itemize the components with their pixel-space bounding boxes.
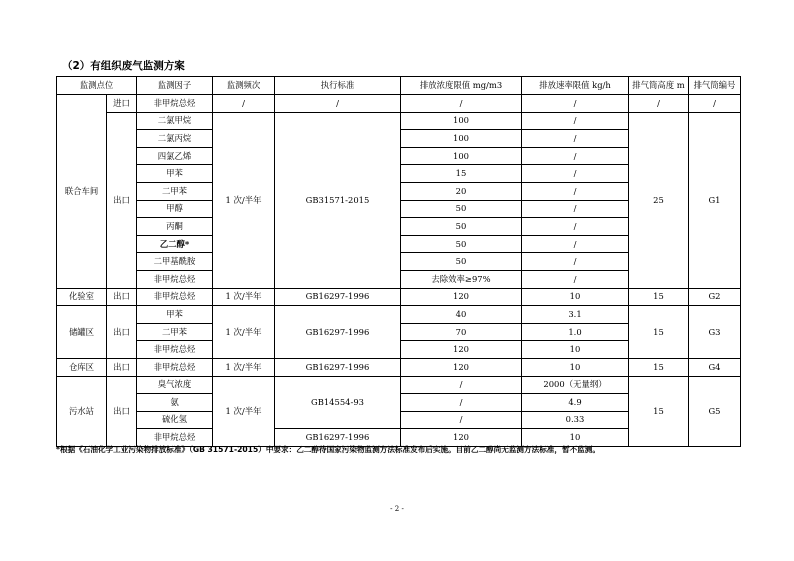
factor-cell: 甲苯 (137, 306, 213, 324)
concentration-cell: 70 (401, 323, 522, 341)
frequency-cell: / (213, 95, 275, 113)
header-code: 排气筒编号 (689, 77, 741, 95)
code-cell: G2 (689, 288, 741, 306)
standard-cell: GB16297-1996 (275, 306, 401, 359)
rate-cell: 10 (522, 288, 629, 306)
factor-cell: 非甲烷总烃 (137, 95, 213, 113)
factor-cell: 乙二醇* (137, 235, 213, 253)
concentration-cell: 50 (401, 218, 522, 236)
rate-cell: 10 (522, 358, 629, 376)
factor-cell: 非甲烷总烃 (137, 270, 213, 288)
port-cell: 出口 (107, 358, 137, 376)
height-cell: 15 (629, 376, 689, 446)
concentration-cell: 100 (401, 112, 522, 130)
table-row (57, 306, 741, 324)
standard-cell: GB16297-1996 (275, 429, 401, 447)
height-cell: 25 (629, 112, 689, 288)
standard-cell: GB16297-1996 (275, 288, 401, 306)
location-cell: 仓库区 (57, 358, 107, 376)
concentration-cell: / (401, 394, 522, 412)
header-rate: 排放速率限值 kg/h (522, 77, 629, 95)
factor-cell: 四氯乙烯 (137, 147, 213, 165)
rate-cell: 0.33 (522, 411, 629, 429)
frequency-cell: 1 次/半年 (213, 112, 275, 288)
standard-cell: GB14554-93 (275, 376, 401, 429)
port-cell: 出口 (107, 376, 137, 446)
code-cell: G4 (689, 358, 741, 376)
concentration-cell: 120 (401, 288, 522, 306)
rate-cell: / (522, 130, 629, 148)
port-cell: 进口 (107, 95, 137, 113)
header-concentration: 排放浓度限值 mg/m3 (401, 77, 522, 95)
concentration-cell: 50 (401, 200, 522, 218)
code-cell: G3 (689, 306, 741, 359)
concentration-cell: 100 (401, 147, 522, 165)
factor-cell: 二甲基酰胺 (137, 253, 213, 271)
rate-cell: / (522, 182, 629, 200)
concentration-cell: / (401, 411, 522, 429)
concentration-cell: / (401, 95, 522, 113)
concentration-cell: / (401, 376, 522, 394)
table-row (57, 95, 741, 113)
concentration-cell: 100 (401, 130, 522, 148)
rate-cell: 10 (522, 341, 629, 359)
concentration-cell: 50 (401, 235, 522, 253)
factor-cell: 臭气浓度 (137, 376, 213, 394)
rate-cell: / (522, 112, 629, 130)
monitoring-table (56, 76, 741, 447)
height-cell: 15 (629, 358, 689, 376)
header-standard: 执行标准 (275, 77, 401, 95)
header-frequency: 监测频次 (213, 77, 275, 95)
location-cell: 污水站 (57, 376, 107, 446)
factor-cell: 丙酮 (137, 218, 213, 236)
concentration-cell: 120 (401, 341, 522, 359)
factor-cell: 非甲烷总烃 (137, 429, 213, 447)
port-cell: 出口 (107, 288, 137, 306)
frequency-cell: 1 次/半年 (213, 306, 275, 359)
concentration-cell: 50 (401, 253, 522, 271)
header-height: 排气筒高度 m (629, 77, 689, 95)
rate-cell: 2000（无量纲） (522, 376, 629, 394)
rate-cell: / (522, 235, 629, 253)
location-cell: 储罐区 (57, 306, 107, 359)
rate-cell: / (522, 95, 629, 113)
table-row (57, 376, 741, 394)
rate-cell: / (522, 165, 629, 183)
table-row (57, 358, 741, 376)
concentration-cell: 120 (401, 358, 522, 376)
factor-cell: 二氯甲烷 (137, 112, 213, 130)
frequency-cell: 1 次/半年 (213, 358, 275, 376)
height-cell: 15 (629, 306, 689, 359)
table-header-row (57, 77, 741, 95)
factor-cell: 甲苯 (137, 165, 213, 183)
location-cell: 化验室 (57, 288, 107, 306)
rate-cell: 4.9 (522, 394, 629, 412)
factor-cell: 非甲烷总烃 (137, 288, 213, 306)
header-factor: 监测因子 (137, 77, 213, 95)
factor-cell: 硫化氢 (137, 411, 213, 429)
port-cell: 出口 (107, 306, 137, 359)
factor-cell: 非甲烷总烃 (137, 358, 213, 376)
factor-cell: 二甲苯 (137, 323, 213, 341)
factor-cell: 非甲烷总烃 (137, 341, 213, 359)
rate-cell: / (522, 270, 629, 288)
rate-cell: 1.0 (522, 323, 629, 341)
factor-cell: 二甲苯 (137, 182, 213, 200)
rate-cell: / (522, 147, 629, 165)
rate-cell: 10 (522, 429, 629, 447)
rate-cell: / (522, 253, 629, 271)
concentration-cell: 去除效率≥97% (401, 270, 522, 288)
concentration-cell: 20 (401, 182, 522, 200)
header-location: 监测点位 (57, 77, 137, 95)
factor-cell: 二氯丙烷 (137, 130, 213, 148)
page-number: - 2 - (390, 505, 404, 513)
section-title: （2）有组织废气监测方案 (62, 60, 185, 72)
factor-cell: 甲醇 (137, 200, 213, 218)
standard-cell: GB16297-1996 (275, 358, 401, 376)
height-cell: / (629, 95, 689, 113)
location-cell: 联合车间 (57, 95, 107, 289)
standard-cell: GB31571-2015 (275, 112, 401, 288)
code-cell: G5 (689, 376, 741, 446)
table-row (57, 288, 741, 306)
rate-cell: 3.1 (522, 306, 629, 324)
rate-cell: / (522, 200, 629, 218)
table-row (57, 112, 741, 130)
rate-cell: / (522, 218, 629, 236)
code-cell: / (689, 95, 741, 113)
factor-cell: 氨 (137, 394, 213, 412)
port-cell: 出口 (107, 112, 137, 288)
concentration-cell: 40 (401, 306, 522, 324)
concentration-cell: 15 (401, 165, 522, 183)
frequency-cell: 1 次/半年 (213, 288, 275, 306)
height-cell: 15 (629, 288, 689, 306)
concentration-cell: 120 (401, 429, 522, 447)
standard-cell: / (275, 95, 401, 113)
frequency-cell: 1 次/半年 (213, 376, 275, 446)
footnote: *根据《石油化学工业污染物排放标准》（GB 31571-2015）中要求：乙二醇待国家污染物监测方法标准发布后实施。目前乙二醇尚无监测方法标准，暂不监测。 (56, 445, 600, 454)
code-cell: G1 (689, 112, 741, 288)
